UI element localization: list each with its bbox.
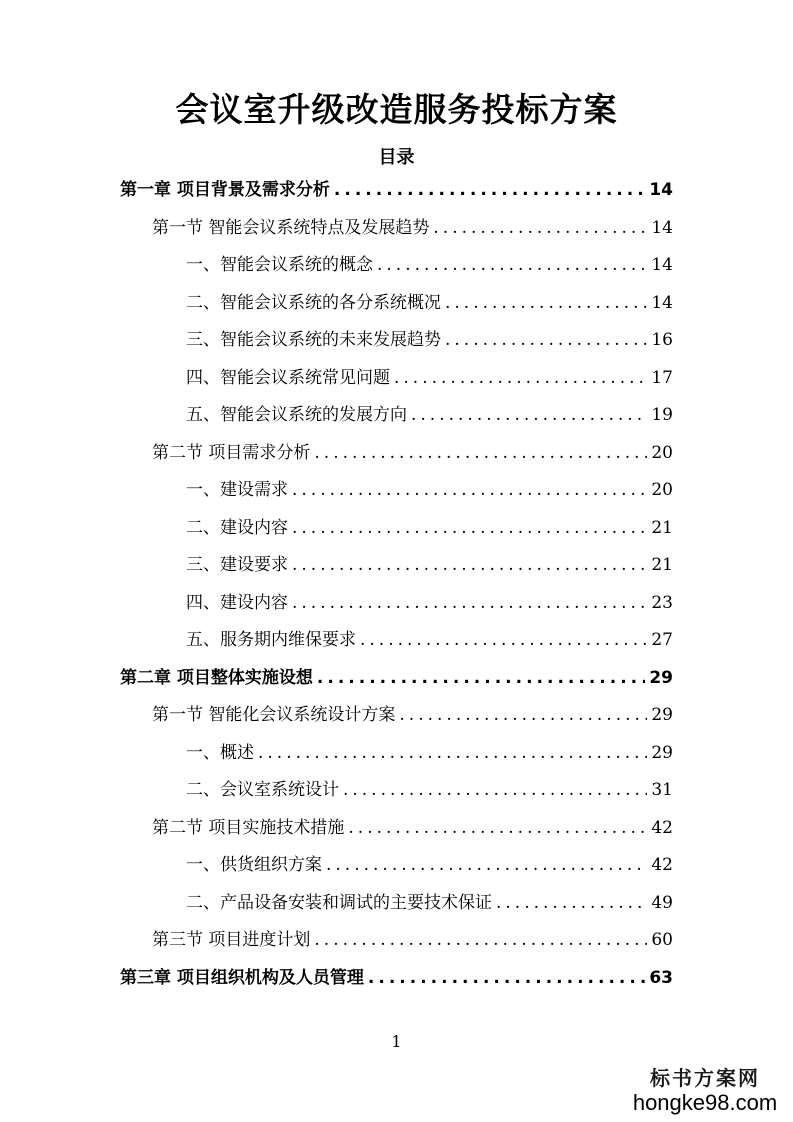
toc-entry[interactable] xyxy=(186,739,673,767)
toc-entry-title: 一、智能会议系统的概念 xyxy=(186,255,373,275)
toc-entry-page: 19 xyxy=(651,405,673,425)
document-title: 会议室升级改造服务投标方案 xyxy=(175,90,618,129)
toc-entry-page: 27 xyxy=(651,630,673,650)
toc-entry-title: 二、产品设备安装和调试的主要技术保证 xyxy=(186,892,492,913)
toc-dot-leader xyxy=(360,626,647,654)
toc-entry-title: 第一节 智能会议系统特点及发展趋势 xyxy=(152,217,430,238)
toc-dot-leader xyxy=(258,739,647,767)
toc-entry[interactable] xyxy=(186,551,673,579)
toc-entry[interactable] xyxy=(186,326,673,354)
toc-dot-leader xyxy=(348,814,647,842)
toc-dot-leader xyxy=(292,514,647,542)
toc-entry-page: 17 xyxy=(651,367,673,388)
toc-dot-leader xyxy=(377,251,647,279)
toc-entry[interactable] xyxy=(186,626,673,654)
toc-entry-page: 63 xyxy=(649,967,673,988)
toc-entry-page: 14 xyxy=(651,255,673,275)
toc-entry-page: 60 xyxy=(651,930,673,950)
toc-entry[interactable] xyxy=(120,664,673,692)
toc-heading: 目录 xyxy=(378,147,415,168)
toc-dot-leader xyxy=(292,589,647,617)
toc-entry-title: 二、建设内容 xyxy=(186,517,288,538)
toc-entry[interactable] xyxy=(186,364,673,392)
toc-entry-title: 一、概述 xyxy=(186,742,254,763)
toc-entry[interactable] xyxy=(186,776,673,804)
watermark-logo xyxy=(625,1066,785,1116)
toc-entry-page: 29 xyxy=(649,667,673,688)
toc-entry-title: 第三节 项目进度计划 xyxy=(152,930,311,950)
toc-dot-leader xyxy=(445,289,647,317)
toc-dot-leader xyxy=(368,964,645,992)
toc-dot-leader xyxy=(334,176,645,204)
toc-dot-leader xyxy=(314,926,647,954)
toc-entry-page: 20 xyxy=(651,480,673,500)
toc-entry-title: 第二章 项目整体实施设想 xyxy=(120,667,313,688)
toc-entry[interactable] xyxy=(152,214,673,242)
toc-entry-title: 一、供货组织方案 xyxy=(186,855,322,875)
toc-entry[interactable] xyxy=(186,851,673,879)
watermark-url: hongke98.com xyxy=(632,1090,778,1115)
toc-entry-page: 16 xyxy=(651,330,673,350)
toc-entry-page: 14 xyxy=(649,180,673,200)
toc-entry-title: 四、建设内容 xyxy=(186,592,288,613)
toc-entry-page: 14 xyxy=(651,217,673,238)
toc-entry[interactable] xyxy=(186,401,673,429)
toc-entry-page: 14 xyxy=(651,292,673,313)
toc-entry-title: 四、智能会议系统常见问题 xyxy=(186,367,390,388)
toc-entry-title: 第二节 项目需求分析 xyxy=(152,442,311,463)
toc-entry[interactable] xyxy=(186,514,673,542)
toc-entry[interactable] xyxy=(152,814,673,842)
toc-entry-page: 42 xyxy=(651,817,673,838)
page-number: 1 xyxy=(391,1032,402,1051)
toc-entry-page: 21 xyxy=(651,555,673,575)
toc-entry[interactable] xyxy=(186,476,673,504)
toc-entry-page: 42 xyxy=(651,855,673,875)
toc-entry-title: 第一章 项目背景及需求分析 xyxy=(120,180,330,200)
toc-entry[interactable] xyxy=(152,701,673,729)
toc-entry-page: 21 xyxy=(651,517,673,538)
toc-dot-leader xyxy=(496,889,647,917)
toc-dot-leader xyxy=(317,664,645,692)
toc-entry[interactable] xyxy=(186,889,673,917)
toc-entry[interactable] xyxy=(120,176,673,204)
toc-entry-title: 一、建设需求 xyxy=(186,480,288,500)
toc-dot-leader xyxy=(292,551,647,579)
toc-dot-leader xyxy=(445,326,647,354)
toc-entry[interactable] xyxy=(186,289,673,317)
toc-entry-page: 29 xyxy=(651,705,673,725)
toc-entry-title: 第三章 项目组织机构及人员管理 xyxy=(120,967,364,988)
toc-entry[interactable] xyxy=(186,251,673,279)
toc-entry[interactable] xyxy=(120,964,673,992)
toc-entry-title: 三、建设要求 xyxy=(186,555,288,575)
toc-entry-title: 第二节 项目实施技术措施 xyxy=(152,817,345,838)
toc-entry-page: 29 xyxy=(651,742,673,763)
toc-entry-title: 二、会议室系统设计 xyxy=(186,780,339,800)
toc-entry-page: 23 xyxy=(651,592,673,613)
toc-entry-page: 31 xyxy=(651,780,673,800)
toc-entry-title: 三、智能会议系统的未来发展趋势 xyxy=(186,330,441,350)
toc-entry[interactable] xyxy=(186,589,673,617)
toc-entry-page: 20 xyxy=(651,442,673,463)
watermark-site-name: 标书方案网 xyxy=(650,1066,760,1090)
toc-entry-title: 五、服务期内维保要求 xyxy=(186,630,356,650)
toc-dot-leader xyxy=(433,214,647,242)
toc-entry-title: 二、智能会议系统的各分系统概况 xyxy=(186,292,441,313)
toc-entry-title: 第一节 智能化会议系统设计方案 xyxy=(152,705,396,725)
toc-dot-leader xyxy=(314,439,647,467)
toc-dot-leader xyxy=(343,776,647,804)
toc-dot-leader xyxy=(399,701,647,729)
toc-entry[interactable] xyxy=(152,926,673,954)
toc-dot-leader xyxy=(411,401,647,429)
toc-entry-title: 五、智能会议系统的发展方向 xyxy=(186,405,407,425)
toc-dot-leader xyxy=(326,851,647,879)
toc-entry[interactable] xyxy=(152,439,673,467)
toc-entry-page: 49 xyxy=(651,892,673,913)
toc-dot-leader xyxy=(394,364,647,392)
toc-dot-leader xyxy=(292,476,647,504)
